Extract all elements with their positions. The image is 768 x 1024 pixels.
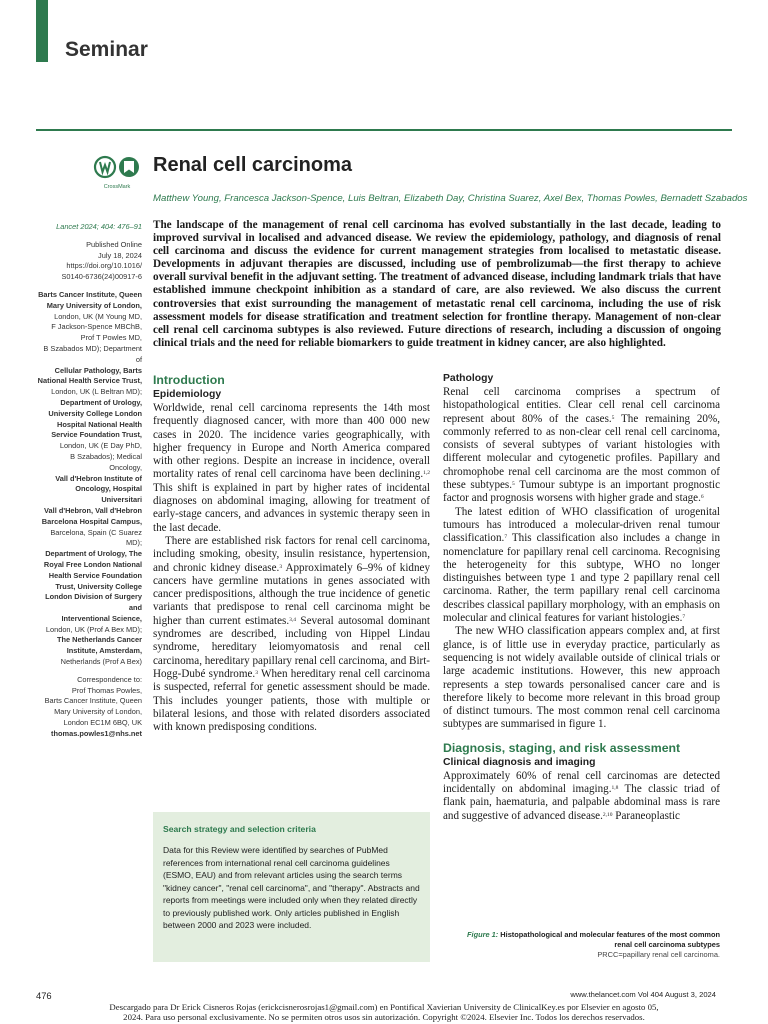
correspondence-line: London EC1M 6BQ, UK	[63, 718, 142, 728]
page-number: 476	[36, 990, 52, 1001]
crossmark-logo[interactable]	[92, 155, 142, 191]
reference: 5	[512, 481, 515, 488]
crossmark-label: CrossMark	[103, 184, 131, 190]
reference: 6	[700, 494, 704, 501]
figure-caption-text: Histopathological and molecular features of the most common	[500, 930, 720, 939]
reference: 3	[255, 669, 258, 676]
published-label: Published Online	[86, 239, 142, 249]
header-rule	[36, 129, 732, 131]
epidemiology-heading: Epidemiology	[153, 389, 222, 400]
affiliation-line: Oncology, Hospital Universitari	[75, 484, 142, 505]
reference: 3,4	[289, 616, 297, 623]
reference: 7	[504, 534, 508, 541]
section-color-bar	[36, 0, 48, 62]
email-link[interactable]: thomas.powles1@nhs.net	[51, 728, 142, 738]
figure-caption-text-cont: renal cell carcinoma subtypes	[614, 940, 720, 949]
affiliation-line: B Szabados MD); Department of	[43, 343, 142, 364]
affiliation-line: Institute, Amsterdam,	[66, 646, 142, 656]
affiliation-line: B Szabados); Medical Oncology,	[70, 451, 142, 472]
search-strategy-box	[153, 812, 430, 962]
affiliation-line: The Netherlands Cancer	[56, 635, 142, 645]
diagnosis-heading: Diagnosis, staging, and risk assessment	[443, 740, 681, 755]
affiliation-line: Barcelona, Spain (C Suarez MD);	[50, 527, 142, 548]
affiliation-line: Royal Free London National	[43, 559, 142, 569]
introduction-heading: Introduction	[153, 373, 225, 387]
affiliation-line: Prof T Powles MD,	[80, 333, 142, 343]
correspondence	[36, 675, 142, 729]
paragraph: Renal cell carcinoma comprises a spectrum of histopathological entities. Clear cell renal cell carcinoma represent about 80% of the cases.$^5$ The remaining 20%, commonly referred to as non-clear cell renal cell carcinoma, consists of several subtypes of variant histologies with different molecular and cytogenetic profiles. Papillary and chromophobe renal cell carcinoma are the most common of these subtypes.$^5$ Tumour subtype is an important prognostic factor and prognosis worsens with higher grade and stage.$^6$	[443, 386, 721, 505]
body-column-right	[443, 372, 720, 823]
affiliation-line: London, UK (L Beltran MD);	[51, 387, 142, 397]
affiliation-line: Trust, University College	[55, 581, 142, 591]
figure-label[interactable]: Figure 1:	[467, 930, 499, 939]
affiliation-line: Barcelona Hospital Campus,	[41, 516, 142, 526]
affiliation-line: F Jackson-Spence MBChB,	[51, 322, 142, 332]
affiliation-line: London, UK (E Day PhD,	[59, 441, 142, 451]
affiliation-line: Netherlands (Prof A Bex)	[60, 657, 142, 667]
correspondence-line: Correspondence to:	[77, 674, 142, 684]
published-date: July 18, 2024	[98, 250, 142, 260]
clinical-diagnosis-heading: Clinical diagnosis and imaging	[443, 756, 596, 768]
affiliation-line: Interventional Science,	[61, 613, 142, 623]
correspondence-line: Barts Cancer Institute, Queen	[44, 696, 142, 706]
paragraph: There are established risk factors for renal cell carcinoma, including smoking, obesity, insulin resistance, hypertension, and chronic kidney disease.$^3$ Approximately 6–9% of kidney cancers have germline mutations in genes associated with cancer predispositions, although the true incidence of genetic variants that predispose to renal cell carcinoma might be higher than current estimates.$^{3,4}$ Several autosomal dominant syndromes are described, including von Hippel Lindau syndrome, hereditary leiomyomatosis and renal cell carcinoma, hereditary papillary renal cell carcinoma, and Birt-Hogg-Dubé syndrome.$^3$ When hereditary renal cell carcinoma is suspected, referral for genetic assessment should be made. This includes younger patients, those with multiple or bilateral lesions, and those with related disorders associated with known predisposing conditions.	[153, 534, 431, 734]
figure-caption	[443, 930, 720, 960]
reference: 1,2	[423, 470, 430, 477]
body-column-left	[153, 372, 430, 734]
affiliation-line: London, UK (Prof A Bex MD);	[45, 624, 142, 634]
reference: 1,8	[611, 785, 619, 792]
affiliation-line: Hospital National Health	[56, 419, 142, 429]
paragraph: Worldwide, renal cell carcinoma represents the 14th most frequently diagnosed cancer, with more than 400 000 new cases in 2020. The incidence varies geographically, with higher frequency in Europe and North America compared with other regions. Despite an increase in incidence, overall mortality rates of renal cell carcinoma have been declining.$^{1,2}$ This shift is explained in part by higher rates of incidental diagnoses on abdominal imaging, allowing for treatment of early-stage cancers, and advances in systemic therapy seen in the last decade.	[153, 402, 430, 534]
affiliation-line: National Health Service Trust,	[37, 376, 142, 386]
affiliation-line: Cellular Pathology, Barts	[54, 365, 142, 375]
correspondence-line: Prof Thomas Powles,	[71, 685, 142, 695]
abstract: The landscape of the management of renal cell carcinoma has evolved substantially in the last decade, leading to improved survival in localised and advanced disease. We review the epidemiology, pathology, and diagnosis of renal cell carcinoma and discuss the evidence for current management strategies from localised to metastatic disease. Developments in adjuvant therapies are discussed, including use of pembrolizumab—the first therapy to achieve overall survival benefit in the adjuvant setting. The treatment of advanced disease, including landmark trials that have established immune checkpoint inhibition as a standard of care, are also reviewed. We also discuss the current controversies that exist surrounding the management of metastatic renal cell carcinoma, including the use of risk assessment models for disease stratification and treatment selection for frontline therapy. Management of non-clear cell renal cell carcinoma subtypes is also reviewed. Future directions of research, including a discussion of ongoing clinical trials and the need for reliable biomarkers to guide treatment in kidney cancer, are also highlighted.	[153, 219, 721, 349]
affiliation-line: Service Foundation Trust,	[51, 430, 142, 440]
journal-footer[interactable]: www.thelancet.com Vol 404 August 3, 2024	[570, 990, 716, 999]
citation: Lancet 2024; 404: 476–91	[56, 222, 142, 231]
reference: 3	[279, 563, 283, 570]
doi-link-cont[interactable]: S0140-6736(24)00917-6	[61, 272, 142, 282]
pathology-heading: Pathology	[443, 373, 494, 384]
affiliation-line: Department of Urology, The	[45, 549, 142, 559]
reference: 5	[611, 414, 615, 421]
download-notice-line: 2024. Para uso personal exclusivamente. No se permiten otros usos sin autorización. Copyright ©2024. Elsevier Inc. Todos los derechos reservados.	[123, 1012, 645, 1022]
section-label: Seminar	[65, 38, 148, 61]
affiliation-line: Vall d'Hebron Institute of	[55, 473, 142, 483]
download-notice	[0, 1002, 768, 1022]
reference: 2,10	[602, 811, 613, 818]
affiliation-line: Vall d'Hebron, Vall d'Hebron	[44, 505, 142, 515]
affiliation-line: Department of Urology,	[60, 397, 142, 407]
paragraph: Approximately 60% of renal cell carcinomas are detected incidentally on abdominal imaging.$^{1,8}$ The classic triad of flank pain, haematuria, and palpable abdominal mass is rare and suggestive of advanced disease.$^{2,10}$ Paraneoplastic	[443, 769, 720, 822]
doi-link[interactable]: https://doi.org/10.1016/	[66, 261, 142, 271]
figure-abbreviation: PRCC=papillary renal cell carcinoma.	[597, 950, 720, 959]
affiliation-line: Health Service Foundation	[48, 570, 142, 580]
affiliation-line: Mary University of London,	[46, 300, 142, 310]
affiliation-line: Barts Cancer Institute, Queen	[38, 289, 142, 299]
paragraph: The latest edition of WHO classification of urogenital tumours has introduced a molecular-driven renal tumour classification.$^7$ This classification also includes a change in nomenclature for papillary renal cell carcinoma. Recognising the heterogeneity for this subtype, WHO no longer distinguishes between type 1 and type 2 papillary renal cell carcinoma. Rather, the term papillary renal cell carcinoma describes classical papillary morphology, with an emphasis on molecular and clinical features for variant histologies.$^7$	[443, 505, 720, 625]
author-list: Matthew Young, Francesca Jackson-Spence, Luis Beltran, Elizabeth Day, Christina Suarez, Axel Bex, Thomas Powles, Bernadett Szabados	[153, 193, 748, 204]
affiliations	[36, 290, 142, 668]
affiliation-line: University College London	[48, 408, 142, 418]
reference: 7	[682, 614, 686, 621]
search-strategy-title: Search strategy and selection criteria	[163, 824, 316, 834]
sidebar-metadata	[36, 222, 142, 740]
correspondence-line: Mary University of London,	[54, 707, 142, 717]
affiliation-line: London, UK (M Young MD,	[54, 311, 142, 321]
affiliation-line: London Division of Surgery and	[45, 592, 142, 613]
search-strategy-text: Data for this Review were identified by searches of PubMed references from international renal cell carcinoma guidelines (ESMO, EAU) and from relevant articles using the search terms "kidney cancer", "renal cell carcinoma", and "therapy". Abstracts and reports from meetings were included only when they related directly to previously published work. Only articles published in English between 2000 and 2023 were included.	[163, 845, 420, 930]
crossmark-icon	[92, 155, 142, 191]
paragraph: The new WHO classification appears complex and, at first glance, is of little use in everyday practice, particularly as sequencing is not widely available outside of clinical trials or large academic institutions. However, this new approach represents a step towards personalised cancer care and is therefore likely to become more relevant in this broad group of distinct tumours. The most common renal cell carcinoma subtypes are summarised in figure 1.	[443, 625, 720, 731]
article-title: Renal cell carcinoma	[153, 154, 352, 176]
download-notice-line: Descargado para Dr Erick Cisneros Rojas (erickcisnerosrojas1@gmail.com) en Pontifical Xavierian University de ClinicalKey.es por Elsevier en agosto 05,	[109, 1002, 659, 1012]
